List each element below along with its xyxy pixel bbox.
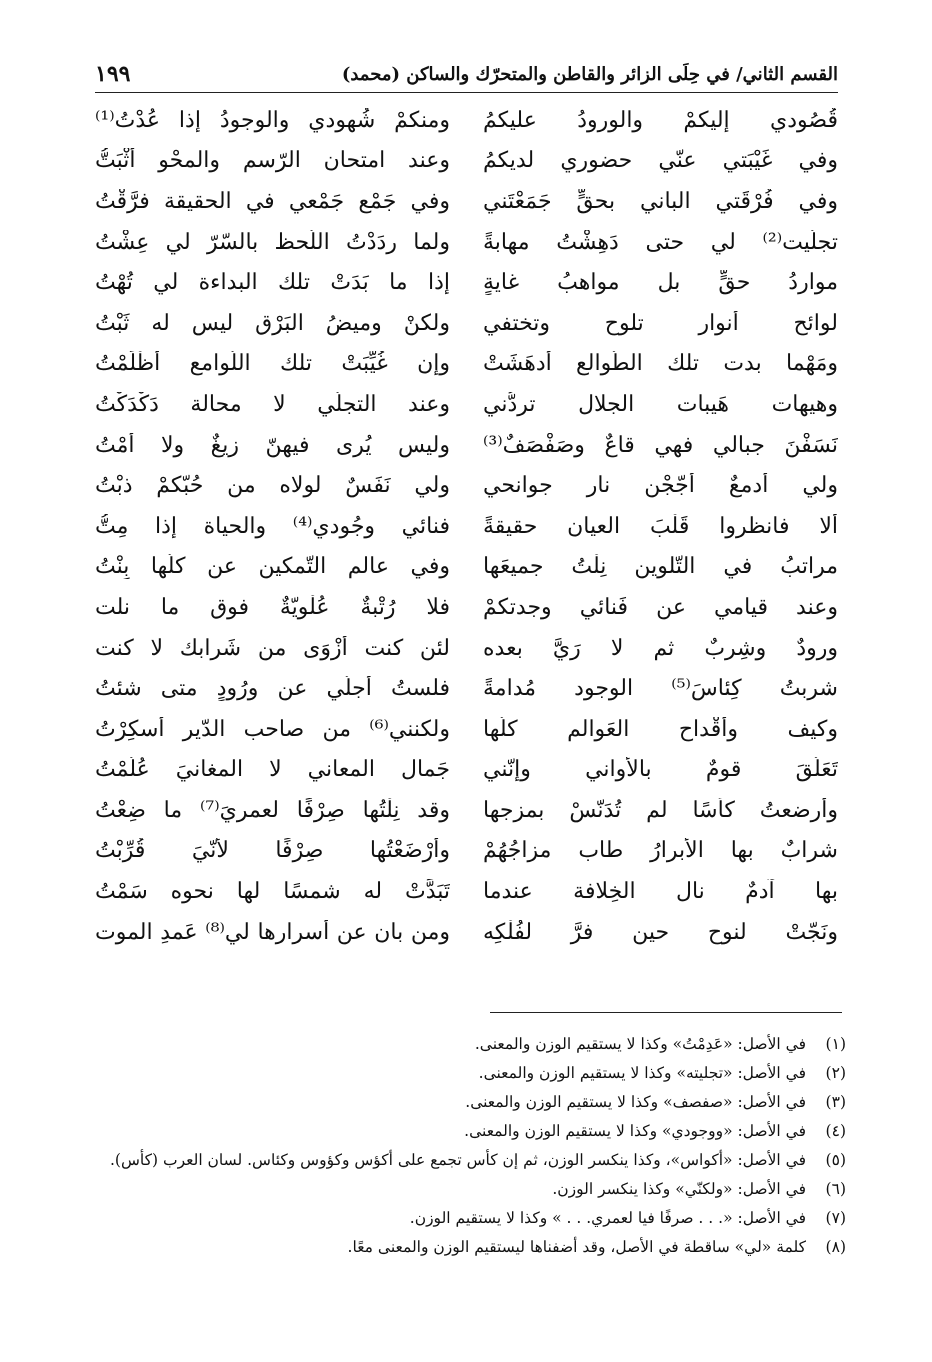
- verse-first-hemistich: شرابٌ بها الأبرارُ طاب مزاجُهُمْ: [483, 838, 838, 864]
- verse-second-hemistich: وإن غُيِّبَتْ تلك اللّوامع أظْلَمْتُ: [95, 351, 450, 377]
- verse-second-hemistich: فلا رُتْبةٌ عُلْويّةٌ فوق ما نلت: [95, 594, 450, 620]
- verse-row: [95, 871, 838, 912]
- verse-first-hemistich: تجلّيت⁽²⁾ لي حتى دَهِشْتُ مهابةً: [483, 229, 838, 255]
- footnote-text: في الأصل: «. . . صرفًا فيا لعمري. . . » وكذا لا يستقيم الوزن.: [409, 1209, 806, 1227]
- footnote-text: في الأصل: «ولكنّي» وكذا ينكسر الوزن.: [552, 1180, 806, 1198]
- verse-row: [95, 262, 838, 303]
- footnote-text: في الأصل: «صفصف» وكذا لا يستقيم الوزن والمعنى.: [465, 1093, 806, 1111]
- verse-row: [95, 425, 838, 466]
- footnote: [100, 1030, 846, 1059]
- verse-row: [95, 831, 838, 872]
- footnote-number: (٥): [825, 1151, 846, 1169]
- verse-first-hemistich: شربتُ كِئاسَ⁽⁵⁾ الوجود مُدامةً: [483, 676, 838, 702]
- footnote-number: (٦): [825, 1180, 846, 1198]
- verse-first-hemistich: لوائح أنوار تلوح وتختفي: [483, 310, 838, 336]
- verse-row: [95, 912, 838, 953]
- verse-first-hemistich: وفي فُرْقَتي الباني بحقٍّ جَمَعْتَني: [483, 188, 838, 214]
- footnote: [100, 1233, 846, 1262]
- verse-first-hemistich: قُصُودي إليكمْ والورودُ عليكمُ: [483, 107, 838, 133]
- verse-second-hemistich: وفي عالم التّمكين عن كلّها بِنْتُ: [95, 554, 450, 580]
- verse-second-hemistich: لئن كنت أزْوَى من شَرابك لا كنت: [95, 635, 450, 661]
- verse-first-hemistich: نَسَفْنَ جبالي فهي قاعٌ وصَفْصَفٌ⁽³⁾: [483, 432, 838, 458]
- verse-first-hemistich: ونَجّتْ لنوحٍ حين فرَّ لفُلْكِه: [483, 919, 838, 945]
- verse-row: [95, 141, 838, 182]
- footnotes: [100, 1030, 846, 1262]
- verse-second-hemistich: ومنكمْ شُهودي والوجودُ إذا عُدْتُ⁽¹⁾: [95, 107, 450, 133]
- verse-second-hemistich: وقد نِلْتُها صِرْفًا لعمريَ⁽⁷⁾ ما ضِعْتُ: [95, 797, 450, 823]
- verse-row: [95, 628, 838, 669]
- verse-row: [95, 547, 838, 588]
- footnote-number: (٢): [825, 1064, 846, 1082]
- footnote: [100, 1146, 846, 1175]
- footnote-text: في الأصل: «عَدِمْتُ» وكذا لا يستقيم الوزن والمعنى.: [474, 1035, 806, 1053]
- verse-first-hemistich: مراتبُ في التّلوين نِلْتُ جميعَها: [483, 554, 838, 580]
- verse-first-hemistich: ومَهْما بدت تلك الطّوالع أدهَشَتْ: [483, 351, 838, 377]
- verse-second-hemistich: ولما ردَدْتُ اللّحظ بالسّرّ لي عِشْتُ: [95, 229, 450, 255]
- page-header: [95, 56, 838, 93]
- verse-first-hemistich: وهيهات هَيبات الجلال تردُّني: [483, 391, 838, 417]
- verse-row: [95, 790, 838, 831]
- verse-second-hemistich: ولكنْ وميضُ البَرْق ليس له ثَبْتُ: [95, 310, 450, 336]
- verse-row: [95, 668, 838, 709]
- verse-second-hemistich: وفي جَمْع جَمْعي في الحقيقة فرَّقْتُ: [95, 188, 450, 214]
- verse-second-hemistich: إذا ما بَدَتْ تلك البداءة لي تُهْتُ: [95, 270, 450, 296]
- verse-row: [95, 303, 838, 344]
- footnote: [100, 1088, 846, 1117]
- footnote-number: (٨): [825, 1238, 846, 1256]
- verse-row: [95, 506, 838, 547]
- verse-second-hemistich: ولي نَفَسٌ لولاه من حُبّكمْ ذبْتُ: [95, 473, 450, 499]
- verse-first-hemistich: وكيف وأقْداح العَوالم كلُّها: [483, 716, 838, 742]
- verse-second-hemistich: ولكنني⁽⁶⁾ من صاحب الدّير أُسكِرْتُ: [95, 716, 450, 742]
- verse-first-hemistich: ورودٌ وشِربٌ ثم لا رَيَّ بعده: [483, 635, 838, 661]
- verse-first-hemistich: وأرضعتُ كأسًا لم تُدَنّسْ بمزجها: [483, 797, 838, 823]
- footnote: [100, 1175, 846, 1204]
- verse-first-hemistich: ولي أدمعٌ أجّجْن نار جوانحي: [483, 473, 838, 499]
- footnote: [100, 1204, 846, 1233]
- footnote-number: (٣): [825, 1093, 846, 1111]
- footnote-text: في الأصل: «ووجودي» وكذا لا يستقيم الوزن والمعنى.: [464, 1122, 806, 1140]
- verse-second-hemistich: فلستُ أُجلّي عن ورُودٍ متى شئتُ: [95, 676, 450, 702]
- verse-row: [95, 100, 838, 141]
- footnote-text: كلمة «لي» ساقطة في الأصل، وقد أضفناها ليستقيم الوزن والمعنى معًا.: [347, 1238, 806, 1256]
- verse-row: [95, 344, 838, 385]
- footnote-separator: [490, 1012, 842, 1013]
- verse-row: [95, 222, 838, 263]
- footnote-number: (١): [825, 1035, 846, 1053]
- footnote: [100, 1117, 846, 1146]
- verse-row: [95, 587, 838, 628]
- verse-second-hemistich: وليس يُرى فيهنّ زيغٌ ولا أمْتُ: [95, 432, 450, 458]
- verse-row: [95, 709, 838, 750]
- footnote-number: (٤): [825, 1122, 846, 1140]
- verse-first-hemistich: تَعَلّقَ قومٌ بالأواني وإنّني: [483, 757, 838, 783]
- footnote-text: في الأصل: «أكواس»، وكذا ينكسر الوزن، ثم إن كأس تجمع على أكؤس وكؤوس وكئاس. لسان العرب (كأس).: [110, 1151, 806, 1169]
- verse-second-hemistich: ومن بان عن أسرارها لي⁽⁸⁾ عَمدِ الموت: [95, 919, 450, 945]
- verse-second-hemistich: تَبَدَّتْ له شمسًا لها نحوه سَمْتُ: [95, 879, 450, 905]
- verse-first-hemistich: بها آدمٌ نال الخِلافة عندما: [483, 879, 838, 905]
- verse-row: [95, 465, 838, 506]
- verse-first-hemistich: وفي غَيْبَتي عنّي حضوري لديكمُ: [483, 148, 838, 174]
- verse-first-hemistich: وعند قيامي عن فَنائي وجدتكمْ: [483, 594, 838, 620]
- page-number: ١٩٩: [95, 61, 131, 87]
- verse-row: [95, 181, 838, 222]
- verse-second-hemistich: وأرْضَعْتُها صِرْفًا لأنّيَ قُرِّبْتُ: [95, 838, 450, 864]
- verse-row: [95, 750, 838, 791]
- running-title: القسم الثاني/ في حِلَى الزائر والقاطن والمتحرّك والساكن (محمد): [341, 63, 838, 85]
- footnote-text: في الأصل: «تجليته» وكذا لا يستقيم الوزن والمعنى.: [478, 1064, 806, 1082]
- verse-second-hemistich: فنائي وجُودي⁽⁴⁾ والحياة إذا مِتُّ: [95, 513, 450, 539]
- verse-first-hemistich: مواردُ حقٍّ بل مواهبُ غايةٍ: [483, 270, 838, 296]
- footnote-number: (٧): [825, 1209, 846, 1227]
- verse-first-hemistich: ألا فانظروا قَلْبَ العيان حقيقةً: [483, 513, 838, 539]
- verse-second-hemistich: وعند التجلّي لا محالة دَكْدَكْتُ: [95, 391, 450, 417]
- verse-row: [95, 384, 838, 425]
- verse-second-hemistich: وعند امتحان الرّسم والمحْو أَثْبَتُّ: [95, 148, 450, 174]
- footnote: [100, 1059, 846, 1088]
- verse-second-hemistich: جَمال المعاني لا المغانيَ عُلّمْتُ: [95, 757, 450, 783]
- poem: [95, 100, 838, 952]
